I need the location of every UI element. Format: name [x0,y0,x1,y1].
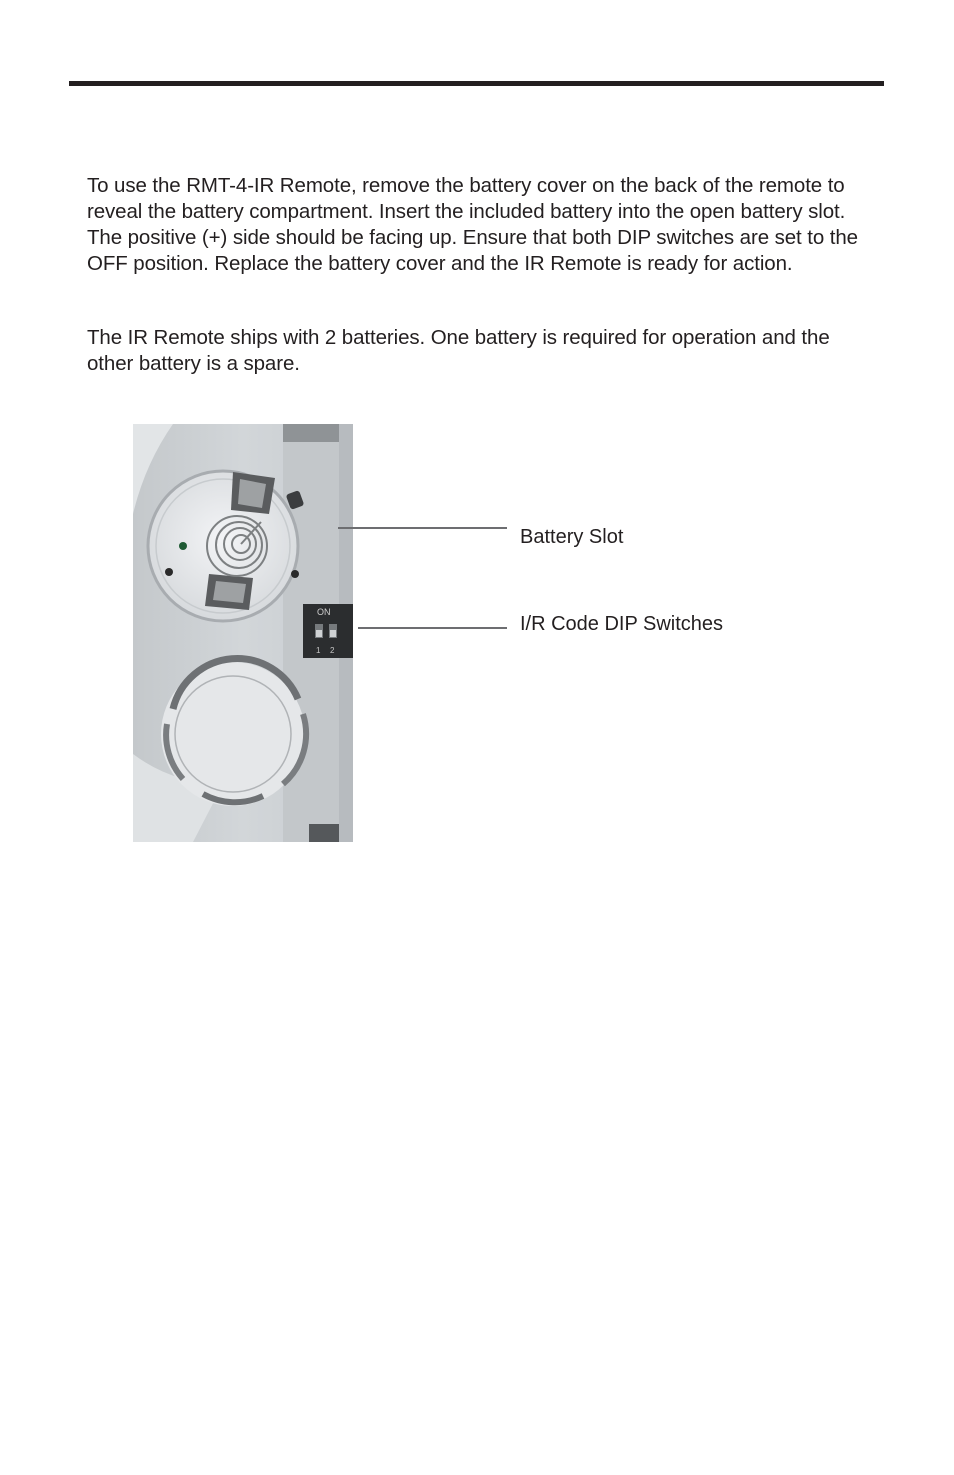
dip-switch-number-1: 1 [316,646,321,655]
dip-switches-leader-line [358,627,507,629]
battery-slot-leader-line [338,527,507,529]
dip-switch-on-label: ON [317,607,331,617]
header-rule [69,81,884,86]
instructions-paragraph: To use the RMT-4-IR Remote, remove the battery cover on the back of the remote to reveal the battery compartment. Insert the included battery into the open battery slot. The positive (+) side should be facing up. Ensure that both DIP switches are set to the OFF position. Replace the battery cover and the IR Remote is ready for action. [87,174,858,275]
batteries-note-paragraph: The IR Remote ships with 2 batteries. One battery is required for operation and the other battery is a spare. [87,326,830,375]
dip-switches-callout: I/R Code DIP Switches [520,613,724,635]
dip-switch-number-2: 2 [330,646,335,655]
battery-compartment-photo [133,424,353,842]
battery-slot-callout: Battery Slot [520,526,624,548]
